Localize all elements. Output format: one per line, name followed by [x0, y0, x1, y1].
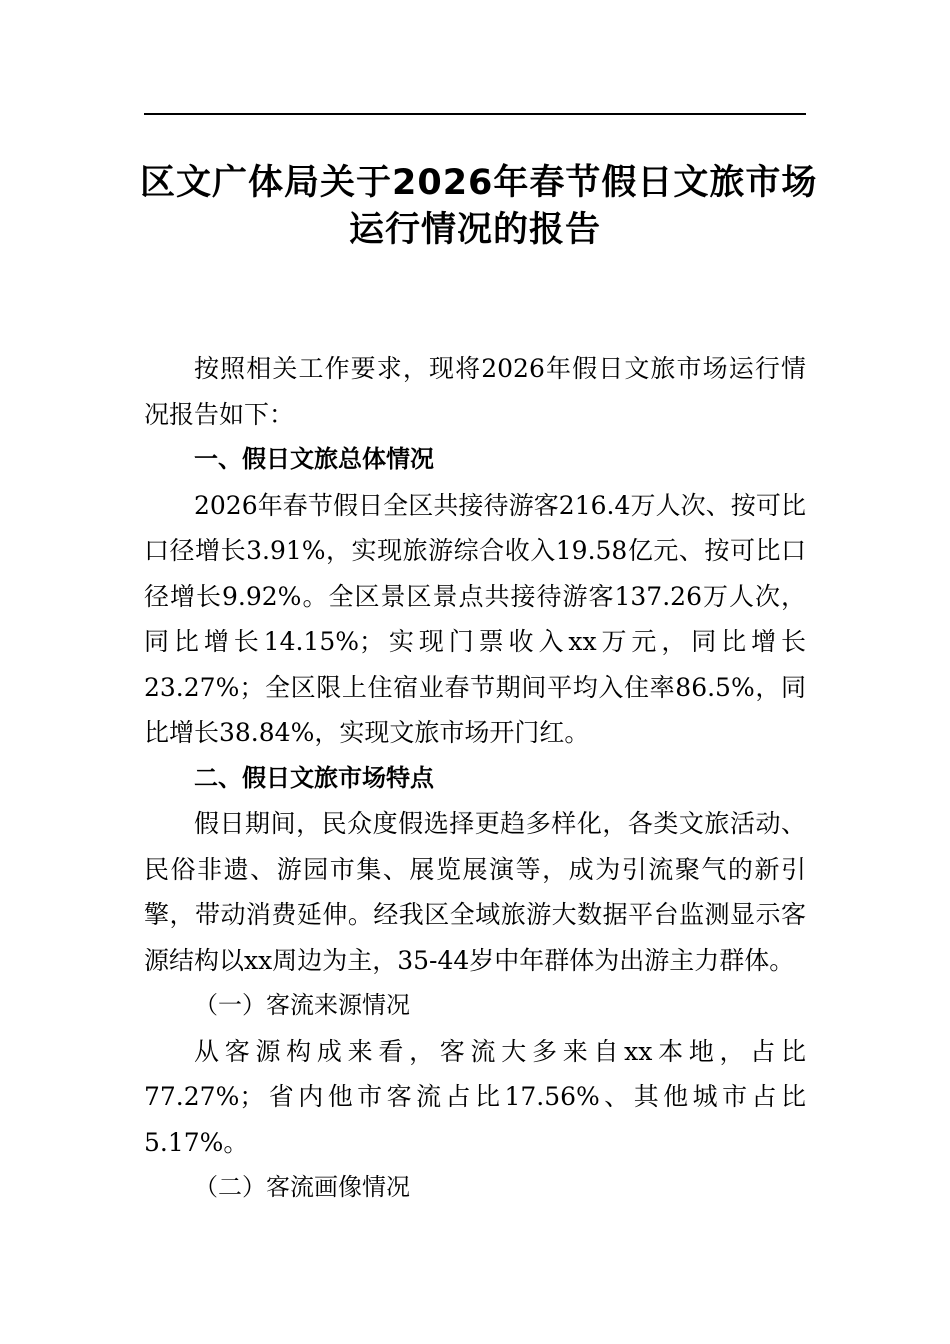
section-2-paragraph: 假日期间，民众度假选择更趋多样化，各类文旅活动、民俗非遗、游园市集、展览展演等，成为引流聚气的新引擎，带动消费延伸。经我区全域旅游大数据平台监测显示客源结构以xx周边为主，35-44岁中年群体为出游主力群体。: [144, 809, 806, 975]
section-1-heading: 一、假日文旅总体情况: [194, 445, 434, 473]
title-line-2: 运行情况的报告: [348, 210, 601, 250]
document-title: [140, 160, 818, 254]
subsection-1-paragraph: 从客源构成来看，客流大多来自xx本地，占比77.27%；省内他市客流占比17.56%、其他城市占比5.17%。: [144, 1036, 806, 1157]
title-line-1: 区文广体局关于2026年春节假日文旅市场: [140, 163, 818, 203]
section-1-paragraph: 2026年春节假日全区共接待游客216.4万人次、按可比口径增长3.91%，实现旅游综合收入19.58亿元、按可比口径增长9.92%。全区景区景点共接待游客137.26万人次，同比增长14.15%；实现门票收入xx万元，同比增长23.27%；全区限上住宿业春节期间平均入住率86.5%，同比增长38.84%，实现文旅市场开门红。: [144, 490, 806, 747]
intro-paragraph: 按照相关工作要求，现将2026年假日文旅市场运行情况报告如下：: [144, 354, 806, 429]
header-rule: [144, 113, 806, 115]
section-2-heading: 二、假日文旅市场特点: [194, 763, 434, 792]
subsection-2-heading: （二）客流画像情况: [194, 1173, 410, 1201]
subsection-1-heading: （一）客流来源情况: [194, 991, 410, 1019]
document-body: [144, 346, 806, 1211]
